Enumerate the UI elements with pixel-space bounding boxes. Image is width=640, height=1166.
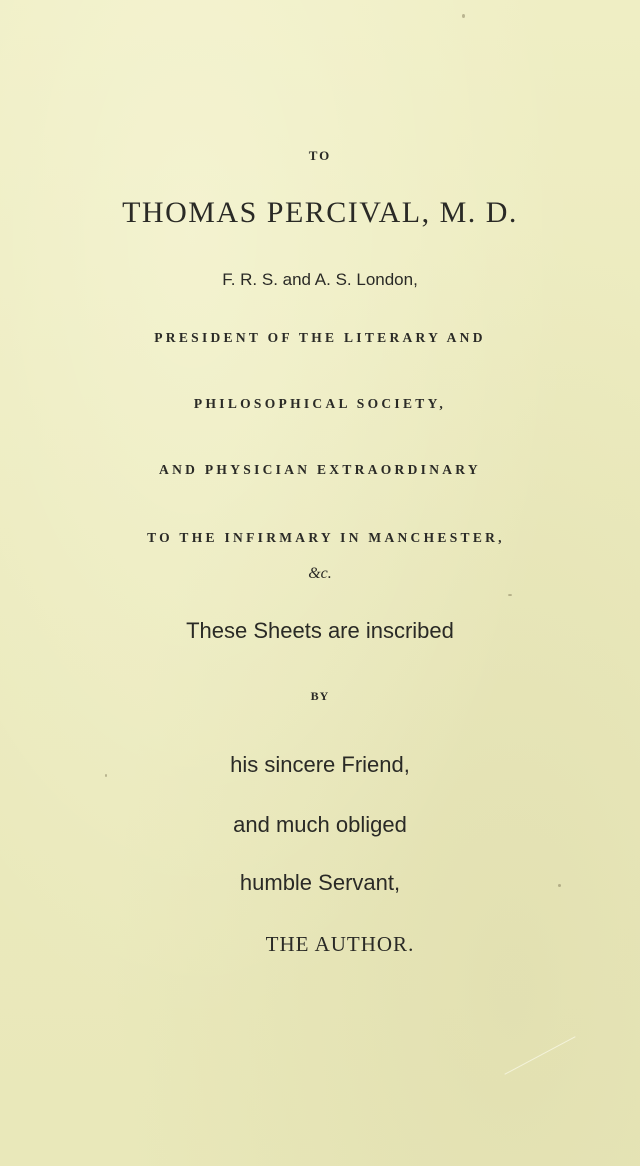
by-label: BY (310, 689, 330, 703)
dedicatee-title-line-1: PRESIDENT OF THE LITERARY AND (154, 330, 486, 345)
dedicatee-name: THOMAS PERCIVAL, M. D. (122, 196, 518, 229)
paper-crease (504, 1036, 575, 1074)
dedication-to: TO (308, 148, 332, 163)
dedicatee-title-line-4: TO THE INFIRMARY IN MANCHESTER, (147, 530, 505, 545)
paper-speck (462, 14, 465, 18)
closing-line-1: his sincere Friend, (230, 752, 410, 777)
dedicatee-fellowships: F. R. S. and A. S. London, (222, 270, 418, 289)
dedicatee-title-line-3: AND PHYSICIAN EXTRAORDINARY (159, 462, 481, 477)
author-signature: THE AUTHOR. (265, 932, 415, 956)
paper-speck (558, 884, 561, 887)
inscription-text: These Sheets are inscribed (186, 618, 454, 643)
paper-speck (105, 774, 107, 777)
dedicatee-title-line-2: PHILOSOPHICAL SOCIETY, (193, 396, 447, 411)
closing-line-2: and much obliged (233, 812, 407, 837)
closing-line-3: humble Servant, (239, 870, 401, 895)
etcetera: &c. (308, 565, 332, 582)
paper-speck (508, 594, 512, 596)
